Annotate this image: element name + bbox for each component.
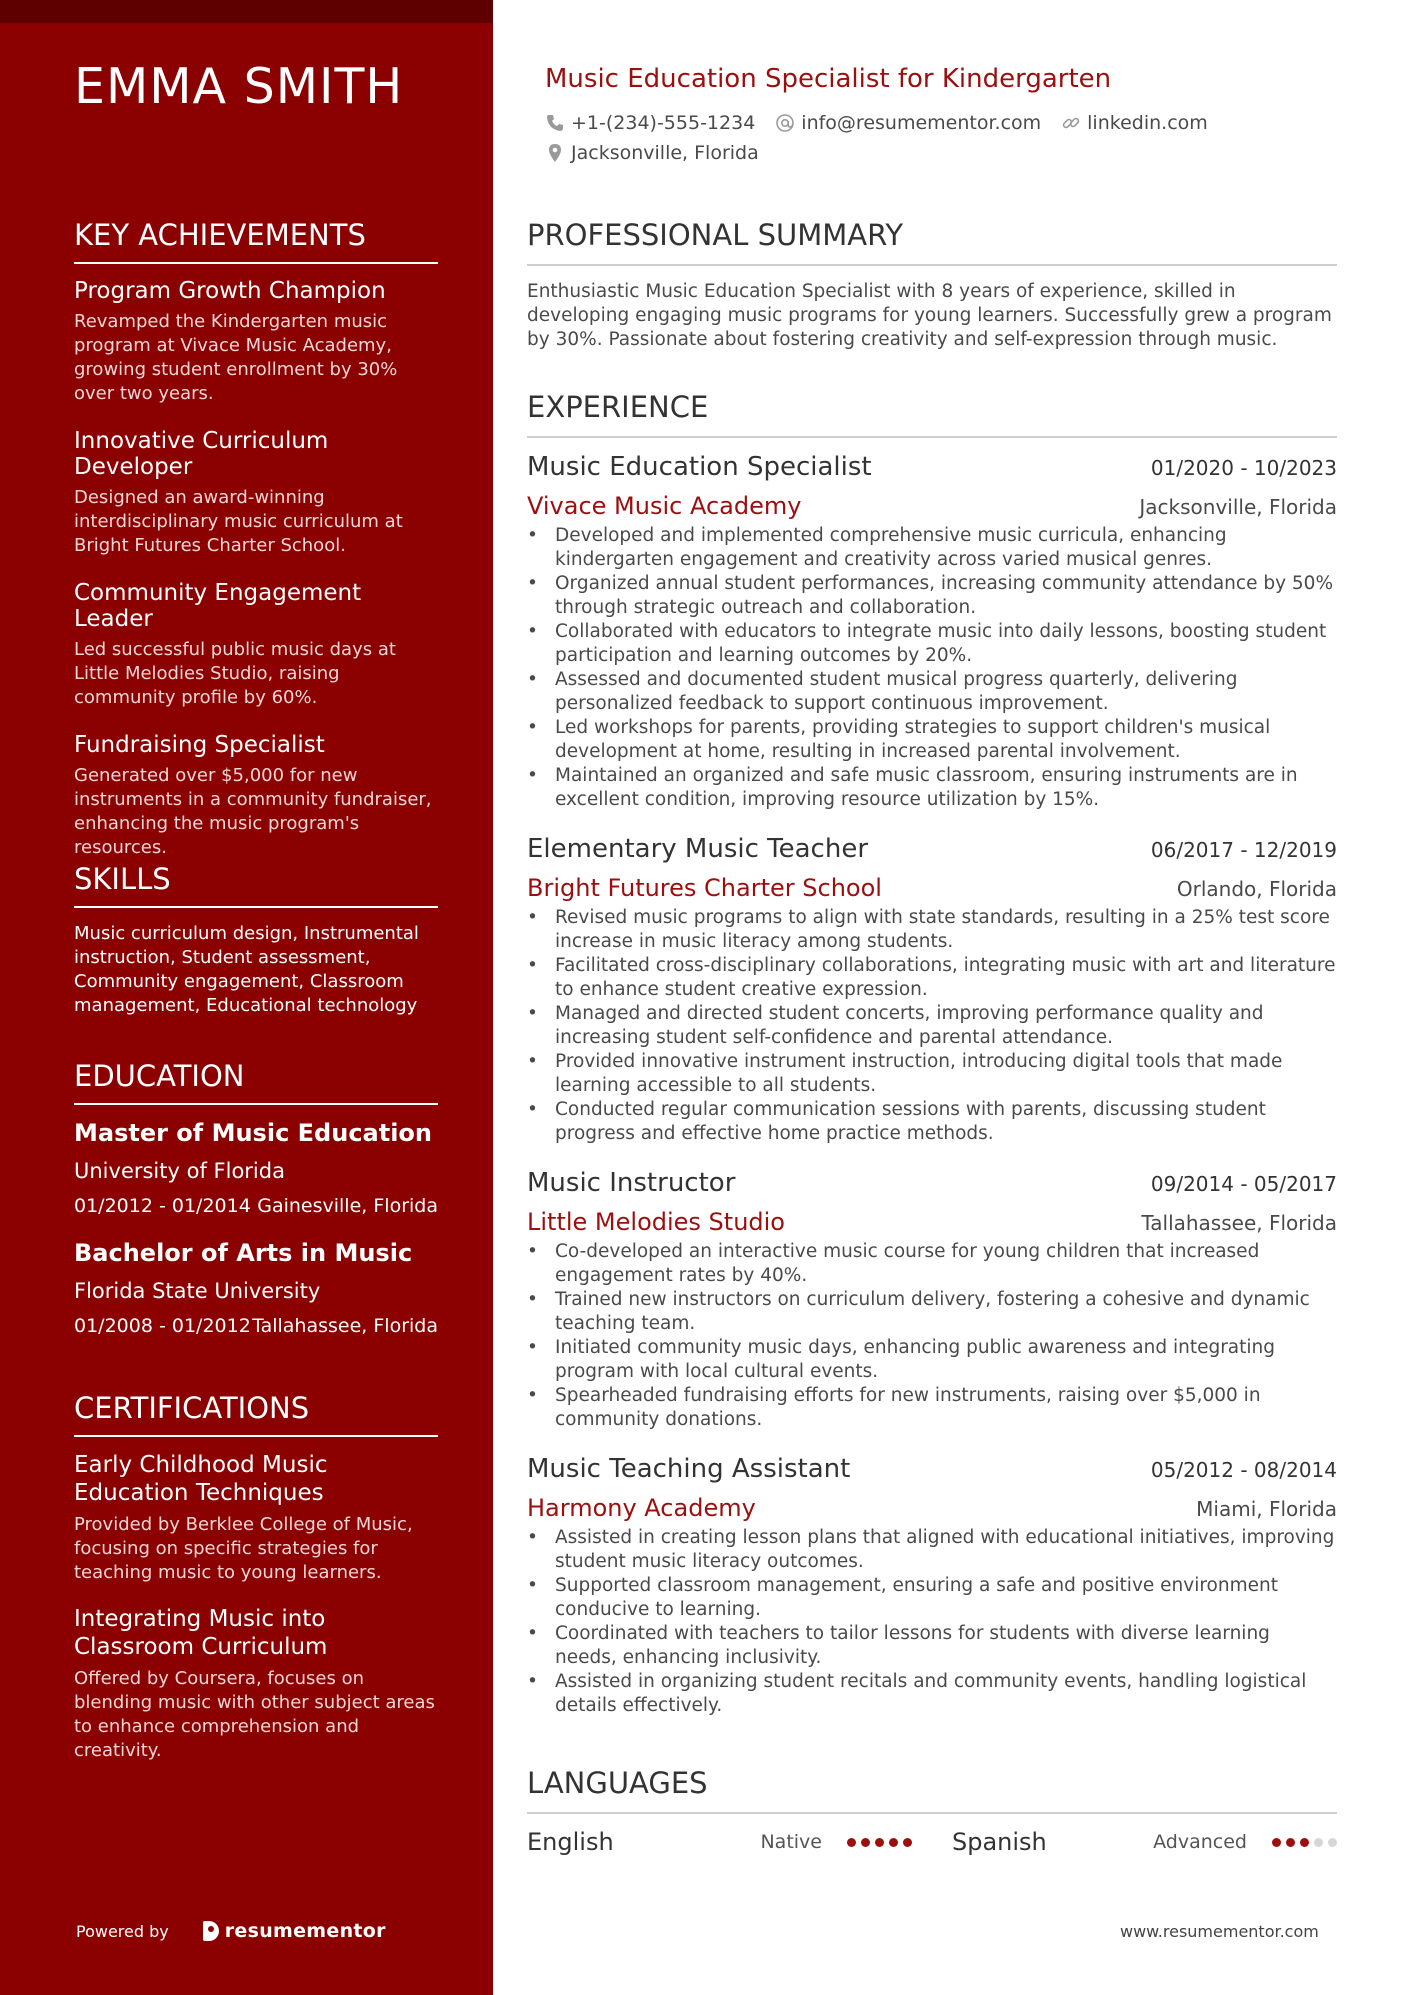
achievement-item	[74, 580, 438, 710]
education-location: Tallahassee, Florida	[252, 1315, 438, 1337]
bullet-item: • Spearheaded fundraising efforts for new instruments, raising over $5,000 in community donations.	[527, 1384, 1337, 1432]
bullet-item: • Facilitated cross-disciplinary collaborations, integrating music with art and literature to enhance student creative expression.	[527, 954, 1337, 1002]
bullet-item: • Collaborated with educators to integrate music into daily lessons, boosting student participation and learning outcomes by 20%.	[527, 620, 1337, 668]
achievements-section	[74, 218, 438, 882]
footer-url[interactable]: www.resumementor.com	[1120, 1922, 1319, 1941]
certifications-heading: CERTIFICATIONS	[74, 1391, 438, 1437]
job-company: Harmony Academy	[527, 1494, 756, 1522]
location-pin-icon	[545, 143, 565, 163]
bullet-item: • Assisted in organizing student recitals and community events, handling logistical details effectively.	[527, 1670, 1337, 1718]
proficiency-dot-filled	[1300, 1838, 1309, 1847]
achievements-heading: KEY ACHIEVEMENTS	[74, 218, 438, 264]
proficiency-dot-filled	[1272, 1838, 1281, 1847]
bullet-item: • Assessed and documented student musical progress quarterly, delivering personalized feedback to support continuous improvement.	[527, 668, 1337, 716]
contact-phone[interactable]	[545, 112, 755, 134]
proficiency-dot-empty	[1314, 1838, 1323, 1847]
language-name: English	[527, 1828, 614, 1856]
brand-logo[interactable]	[203, 1920, 386, 1942]
language-dots	[842, 1838, 912, 1847]
certifications-section	[74, 1391, 438, 1783]
language-item	[952, 1828, 1337, 1856]
education-school: University of Florida	[74, 1159, 285, 1183]
link-icon	[1061, 113, 1081, 133]
bullet-item: • Maintained an organized and safe music classroom, ensuring instruments are in excellent condition, improving resource utilization by 15%.	[527, 764, 1337, 812]
proficiency-dot-filled	[1286, 1838, 1295, 1847]
phone-text: +1-(234)-555-1234	[571, 112, 756, 134]
achievement-desc: Designed an award-winning interdisciplinary music curriculum at Bright Futures Charter School.	[74, 487, 403, 556]
education-heading: EDUCATION	[74, 1059, 438, 1105]
proficiency-dot-empty	[1328, 1838, 1337, 1847]
summary-text: Enthusiastic Music Education Specialist with 8 years of experience, skilled in developing engaging music programs for young learners. Successfully grew a program by 30%. Passionate about fostering creativity and self-expression through music.	[527, 281, 1332, 350]
bullet-item: • Organized annual student performances, increasing community attendance by 50% through strategic outreach and collaboration.	[527, 572, 1337, 620]
achievement-desc: Led successful public music days at Little Melodies Studio, raising community profile by 60%.	[74, 639, 396, 708]
at-icon	[775, 113, 795, 133]
sidebar-top-bar	[0, 0, 493, 23]
job-role: Elementary Music Teacher	[527, 834, 869, 864]
job-dates: 01/2020 - 10/2023	[1150, 456, 1337, 480]
education-dates: 01/2012 - 01/2014	[74, 1195, 251, 1217]
brand-name: resumementor	[224, 1920, 386, 1942]
job-bullets	[527, 524, 1337, 812]
education-school: Florida State University	[74, 1279, 321, 1303]
contact-info	[545, 112, 1228, 172]
education-degree: Bachelor of Arts in Music	[74, 1239, 413, 1267]
job-location: Miami, Florida	[1196, 1497, 1337, 1521]
powered-by-label: Powered by	[76, 1921, 169, 1941]
proficiency-dot-filled	[875, 1838, 884, 1847]
location-text: Jacksonville, Florida	[571, 142, 759, 164]
bullet-item: • Supported classroom management, ensuring a safe and positive environment conducive to learning.	[527, 1574, 1337, 1622]
bullet-item: • Assisted in creating lesson plans that aligned with educational initiatives, improving student music literacy outcomes.	[527, 1526, 1337, 1574]
job-role: Music Instructor	[527, 1168, 736, 1198]
contact-email[interactable]	[775, 112, 1041, 134]
contact-linkedin[interactable]	[1061, 112, 1208, 134]
job-dates: 05/2012 - 08/2014	[1150, 1458, 1337, 1482]
bullet-item: • Conducted regular communication sessions with parents, discussing student progress and effective home practice methods.	[527, 1098, 1337, 1146]
bullet-item: • Coordinated with teachers to tailor lessons for students with diverse learning needs, enhancing inclusivity.	[527, 1622, 1337, 1670]
language-name: Spanish	[952, 1828, 1047, 1856]
experience-item	[527, 1454, 1337, 1718]
experience-item	[527, 834, 1337, 1146]
email-text: info@resumementor.com	[801, 112, 1042, 134]
job-company: Bright Futures Charter School	[527, 874, 882, 902]
phone-icon	[545, 113, 565, 133]
certification-desc: Provided by Berklee College of Music, focusing on specific strategies for teaching music to young learners.	[74, 1514, 413, 1583]
job-company: Vivace Music Academy	[527, 492, 802, 520]
job-bullets	[527, 1526, 1337, 1718]
bullet-item: • Developed and implemented comprehensive music curricula, enhancing kindergarten engagement and creativity across varied musical genres.	[527, 524, 1337, 572]
achievement-desc: Generated over $5,000 for new instruments in a community fundraiser, enhancing the music program's resources.	[74, 765, 432, 858]
candidate-name: EMMA SMITH	[74, 58, 404, 115]
certification-item	[74, 1605, 438, 1763]
language-level: Advanced	[1153, 1831, 1247, 1853]
education-item	[74, 1119, 438, 1217]
job-location: Jacksonville, Florida	[1139, 495, 1337, 519]
skills-section	[74, 862, 438, 1018]
target-job-title: Music Education Specialist for Kindergarten	[545, 64, 1112, 94]
language-item	[527, 1828, 912, 1856]
job-dates: 09/2014 - 05/2017	[1150, 1172, 1337, 1196]
achievement-title: Innovative Curriculum Developer	[74, 428, 329, 480]
language-level: Native	[760, 1831, 822, 1853]
bullet-item: • Trained new instructors on curriculum delivery, fostering a cohesive and dynamic teaching team.	[527, 1288, 1337, 1336]
bullet-item: • Led workshops for parents, providing strategies to support children's musical development at home, resulting in increased parental involvement.	[527, 716, 1337, 764]
bullet-item: • Initiated community music days, enhancing public awareness and integrating program with local cultural events.	[527, 1336, 1337, 1384]
experience-item	[527, 1168, 1337, 1432]
sidebar	[0, 0, 493, 1995]
education-dates: 01/2008 - 01/2012	[74, 1315, 251, 1337]
certification-item	[74, 1451, 438, 1585]
languages-heading: LANGUAGES	[527, 1766, 1337, 1814]
experience-section	[527, 390, 1337, 1740]
skills-list: Music curriculum design, Instrumental instruction, Student assessment, Community engagement, Classroom management, Educational technology	[74, 923, 419, 1016]
job-bullets	[527, 1240, 1337, 1432]
powered-by	[76, 1920, 386, 1942]
skills-heading: SKILLS	[74, 862, 438, 908]
bullet-item: • Co-developed an interactive music course for young children that increased engagement rates by 40%.	[527, 1240, 1337, 1288]
job-bullets	[527, 906, 1337, 1146]
summary-section	[527, 218, 1337, 352]
job-company: Little Melodies Studio	[527, 1208, 785, 1236]
languages-section	[527, 1766, 1337, 1856]
job-dates: 06/2017 - 12/2019	[1150, 838, 1337, 862]
achievement-item	[74, 428, 438, 558]
achievement-title: Program Growth Champion	[74, 278, 386, 304]
education-item	[74, 1239, 438, 1337]
achievement-item	[74, 278, 438, 406]
job-role: Music Education Specialist	[527, 452, 872, 482]
job-location: Orlando, Florida	[1176, 877, 1337, 901]
achievement-title: Fundraising Specialist	[74, 732, 325, 758]
job-role: Music Teaching Assistant	[527, 1454, 851, 1484]
linkedin-text: linkedin.com	[1087, 112, 1208, 134]
bullet-item: • Provided innovative instrument instruction, introducing digital tools that made learning accessible to all students.	[527, 1050, 1337, 1098]
certification-title: Early Childhood Music Education Techniques	[74, 1452, 328, 1506]
bullet-item: • Managed and directed student concerts, improving performance quality and increasing student self-confidence and parental attendance.	[527, 1002, 1337, 1050]
proficiency-dot-filled	[903, 1838, 912, 1847]
experience-item	[527, 452, 1337, 812]
job-location: Tallahassee, Florida	[1141, 1211, 1337, 1235]
education-section	[74, 1059, 438, 1359]
brand-logo-icon	[203, 1921, 219, 1941]
achievement-item	[74, 732, 438, 860]
certification-desc: Offered by Coursera, focuses on blending music with other subject areas to enhance comprehension and creativity.	[74, 1668, 435, 1761]
language-dots	[1267, 1838, 1337, 1847]
bullet-item: • Revised music programs to align with state standards, resulting in a 25% test score increase in music literacy among students.	[527, 906, 1337, 954]
summary-heading: PROFESSIONAL SUMMARY	[527, 218, 1337, 266]
contact-location	[545, 142, 759, 164]
proficiency-dot-filled	[889, 1838, 898, 1847]
education-location: Gainesville, Florida	[257, 1195, 438, 1217]
achievement-title: Community Engagement Leader	[74, 580, 362, 632]
proficiency-dot-filled	[861, 1838, 870, 1847]
certification-title: Integrating Music into Classroom Curriculum	[74, 1606, 328, 1660]
experience-heading: EXPERIENCE	[527, 390, 1337, 438]
achievement-desc: Revamped the Kindergarten music program at Vivace Music Academy, growing student enrollment by 30% over two years.	[74, 311, 398, 404]
proficiency-dot-filled	[847, 1838, 856, 1847]
education-degree: Master of Music Education	[74, 1119, 433, 1147]
